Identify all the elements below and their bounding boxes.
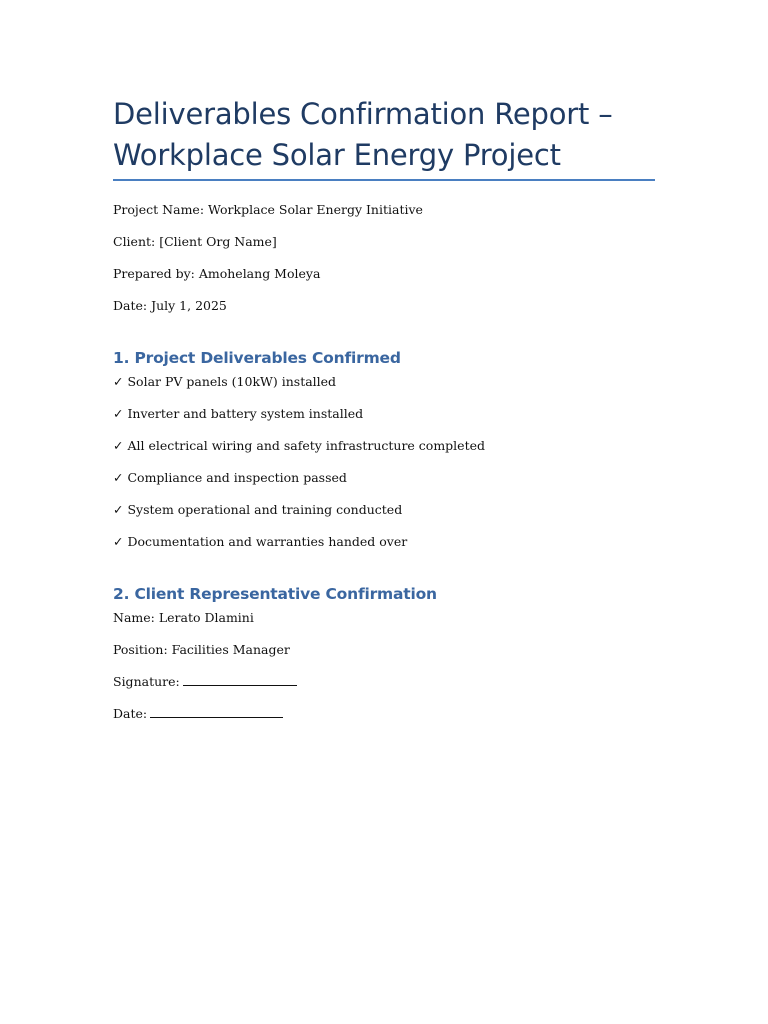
checkmark-icon: ✓ — [113, 534, 124, 549]
deliverable-item — [113, 470, 347, 486]
deliverable-text: All electrical wiring and safety infrastructure completed — [127, 438, 486, 453]
deliverable-text: Solar PV panels (10kW) installed — [127, 374, 337, 389]
date-blank — [150, 706, 283, 718]
section-2-heading: 2. Client Representative Confirmation — [113, 585, 437, 603]
deliverable-item — [113, 502, 402, 518]
deliverable-text: Documentation and warranties handed over — [127, 534, 408, 549]
checkmark-icon: ✓ — [113, 502, 124, 517]
signature-line — [113, 674, 297, 690]
confirmation-date-line — [113, 706, 283, 722]
title-divider — [113, 179, 655, 181]
deliverable-item — [113, 534, 407, 550]
deliverable-item — [113, 438, 485, 454]
checkmark-icon: ✓ — [113, 374, 124, 389]
checkmark-icon: ✓ — [113, 470, 124, 485]
date-line: Date: July 1, 2025 — [113, 298, 227, 313]
title-line-1: Deliverables Confirmation Report – — [113, 97, 613, 131]
confirmation-date-label: Date: — [113, 706, 148, 721]
deliverable-text: System operational and training conducted — [127, 502, 403, 517]
signature-blank — [183, 674, 297, 686]
deliverable-text: Inverter and battery system installed — [127, 406, 364, 421]
project-name-line: Project Name: Workplace Solar Energy Initiative — [113, 202, 423, 217]
signature-label: Signature: — [113, 674, 180, 689]
document-title — [113, 94, 655, 176]
representative-name-line: Name: Lerato Dlamini — [113, 610, 254, 625]
title-line-2: Workplace Solar Energy Project — [113, 138, 561, 172]
deliverable-item — [113, 374, 336, 390]
checkmark-icon: ✓ — [113, 406, 124, 421]
checkmark-icon: ✓ — [113, 438, 124, 453]
deliverable-text: Compliance and inspection passed — [127, 470, 347, 485]
prepared-by-line: Prepared by: Amohelang Moleya — [113, 266, 321, 281]
client-line: Client: [Client Org Name] — [113, 234, 277, 249]
section-1-heading: 1. Project Deliverables Confirmed — [113, 349, 401, 367]
representative-position-line: Position: Facilities Manager — [113, 642, 290, 657]
deliverable-item — [113, 406, 363, 422]
